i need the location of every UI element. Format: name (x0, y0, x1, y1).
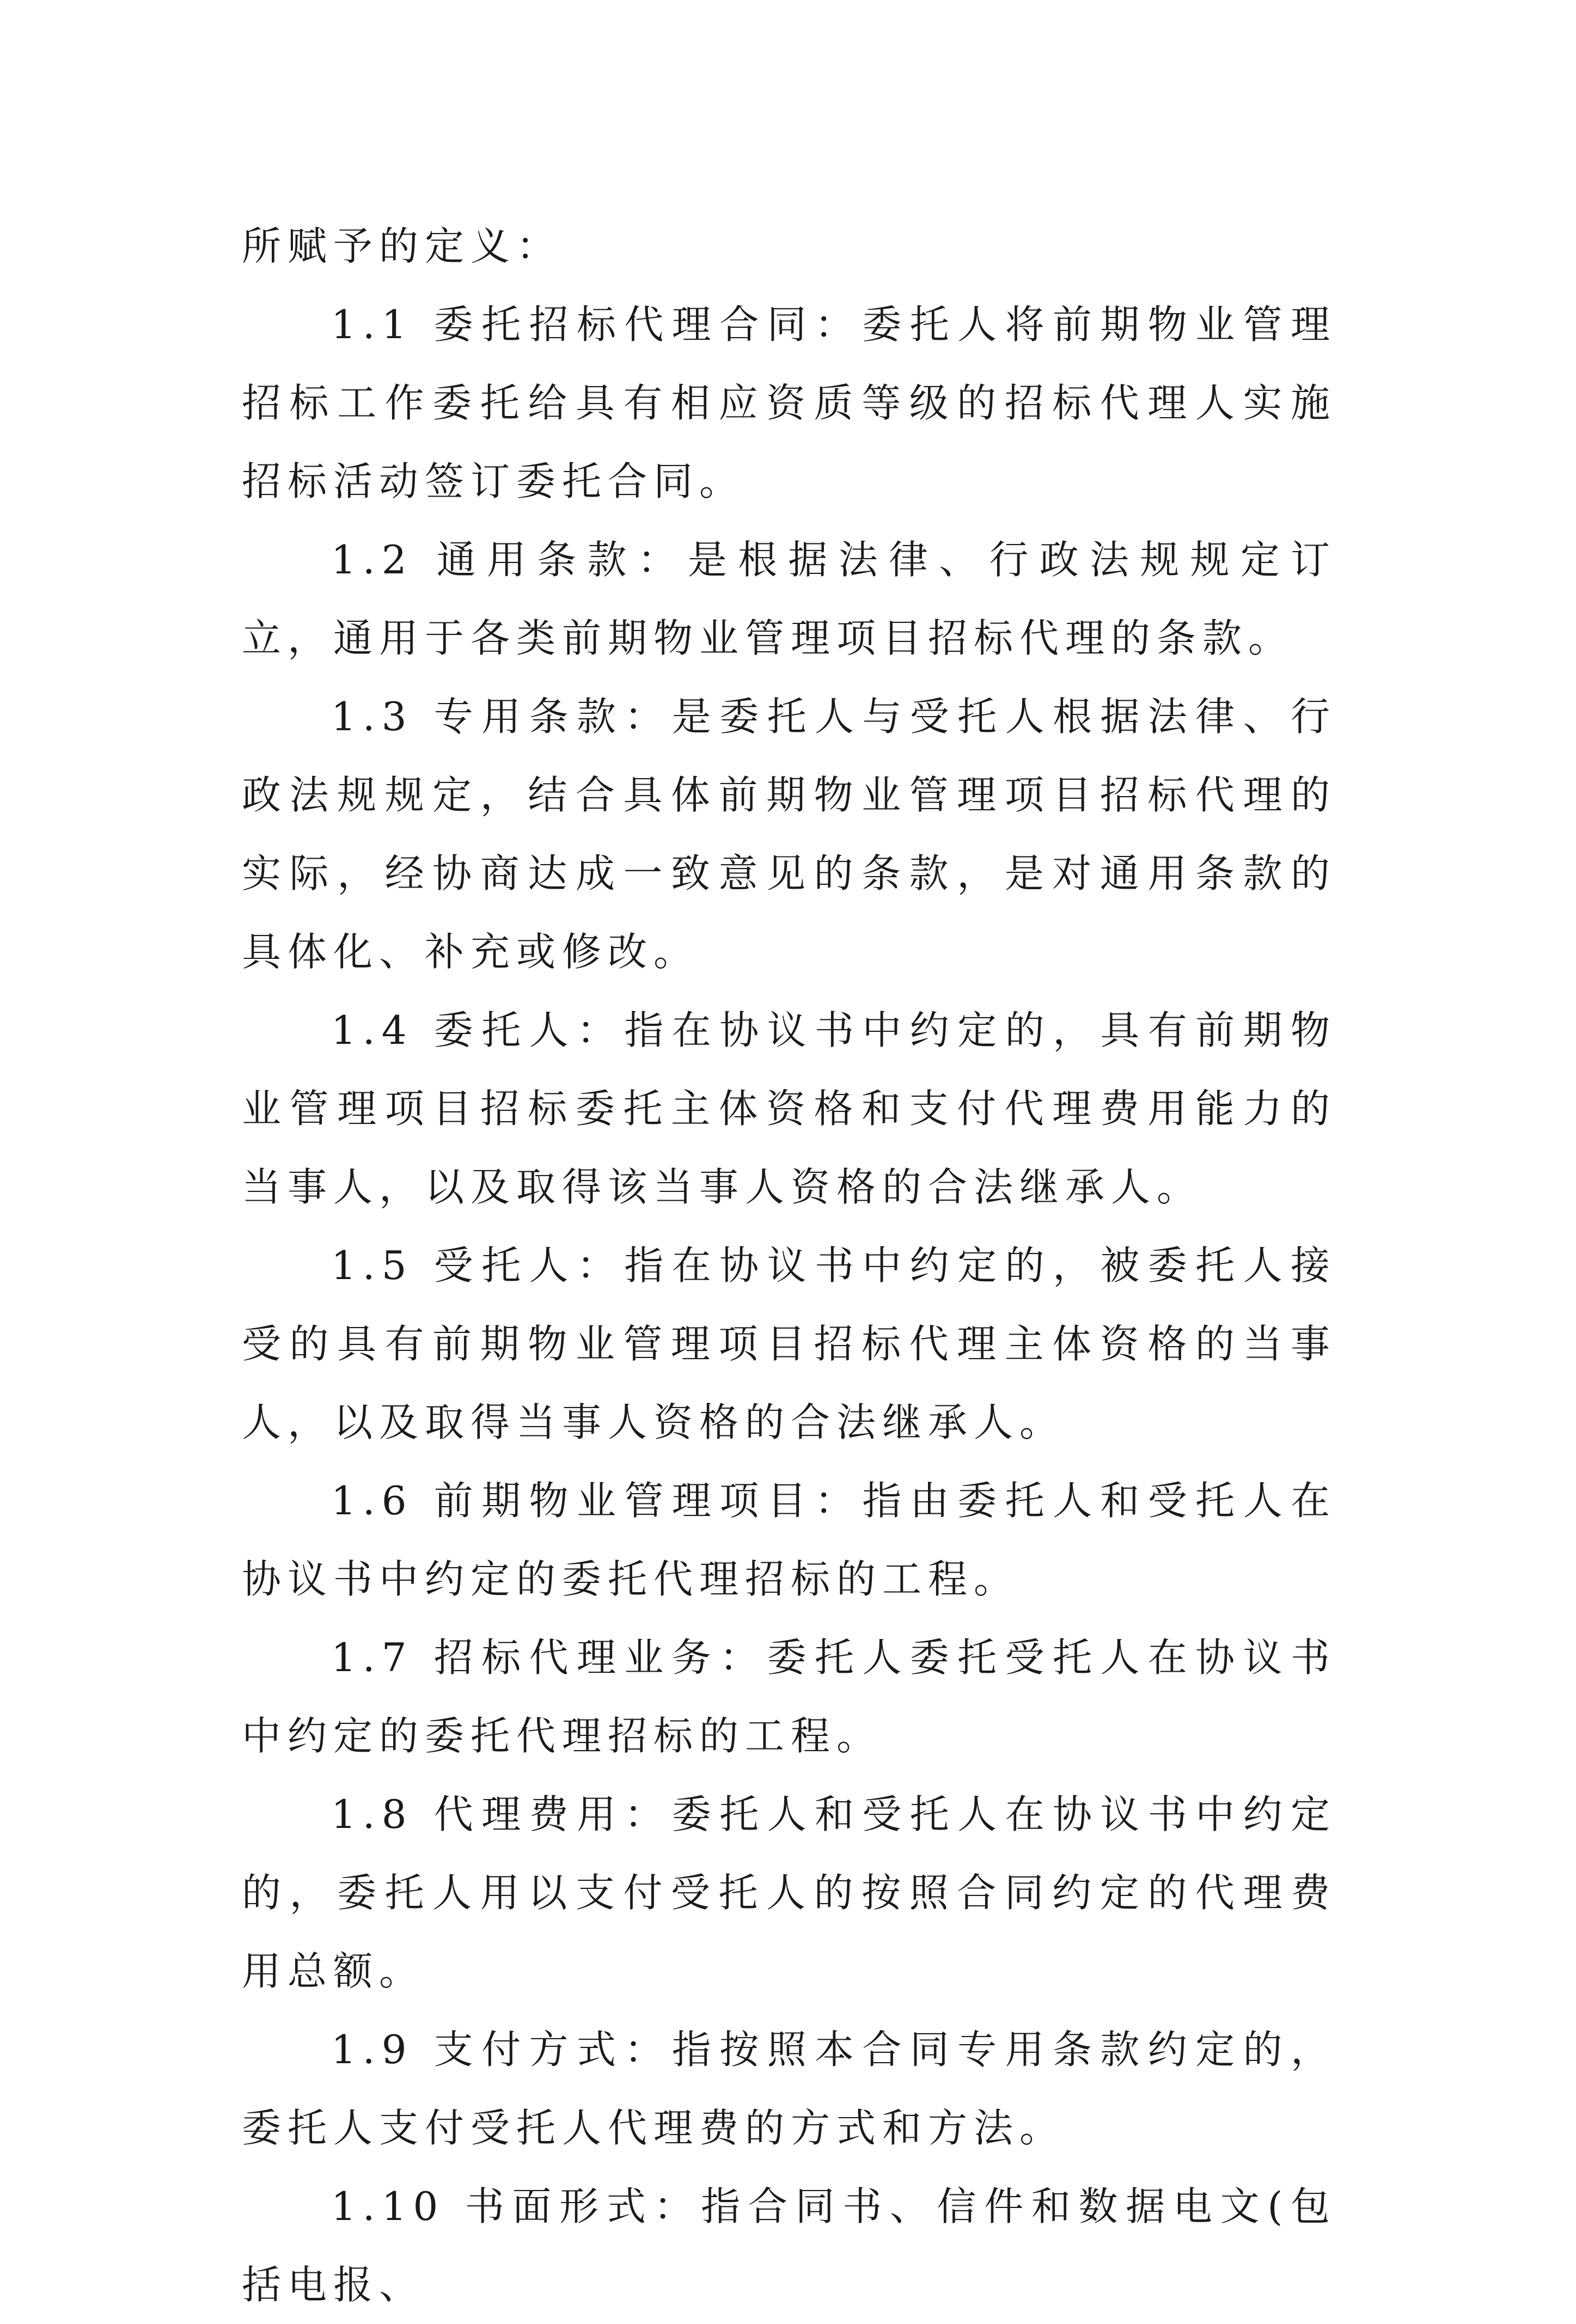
paragraph-1-2: 1.2 通用条款：是根据法律、行政法规规定订立，通用于各类前期物业管理项目招标代理的条款。 (242, 537, 1336, 661)
paragraph-1-4: 1.4 委托人：指在协议书中约定的，具有前期物业管理项目招标委托主体资格和支付代理费用能力的当事人，以及取得该当事人资格的合法继承人。 (242, 1007, 1336, 1210)
paragraph-1-5: 1.5 受托人：指在协议书中约定的，被委托人接受的具有前期物业管理项目招标代理主体资格的当事人，以及取得当事人资格的合法继承人。 (242, 1243, 1336, 1445)
document-body (242, 207, 1336, 2324)
paragraph-1-7: 1.7 招标代理业务：委托人委托受托人在协议书中约定的委托代理招标的工程。 (242, 1635, 1336, 1759)
paragraph-1-6: 1.6 前期物业管理项目：指由委托人和受托人在协议书中约定的委托代理招标的工程。 (242, 1478, 1336, 1602)
paragraph-1-1: 1.1 委托招标代理合同：委托人将前期物业管理招标工作委托给具有相应资质等级的招标代理人实施招标活动签订委托合同。 (242, 302, 1336, 504)
paragraph-definition-intro: 所赋予的定义： (242, 223, 563, 269)
paragraph-1-8: 1.8 代理费用：委托人和受托人在协议书中约定的，委托人用以支付受托人的按照合同约定的代理费用总额。 (242, 1791, 1336, 1994)
paragraph-1-10: 1.10 书面形式：指合同书、信件和数据电文(包括电报、 (242, 2184, 1336, 2308)
paragraph-1-3: 1.3 专用条款：是委托人与受托人根据法律、行政法规规定，结合具体前期物业管理项目招标代理的实际，经协商达成一致意见的条款，是对通用条款的具体化、补充或修改。 (242, 694, 1336, 975)
paragraph-1-9: 1.9 支付方式：指按照本合同专用条款约定的，委托人支付受托人代理费的方式和方法。 (242, 2027, 1336, 2151)
